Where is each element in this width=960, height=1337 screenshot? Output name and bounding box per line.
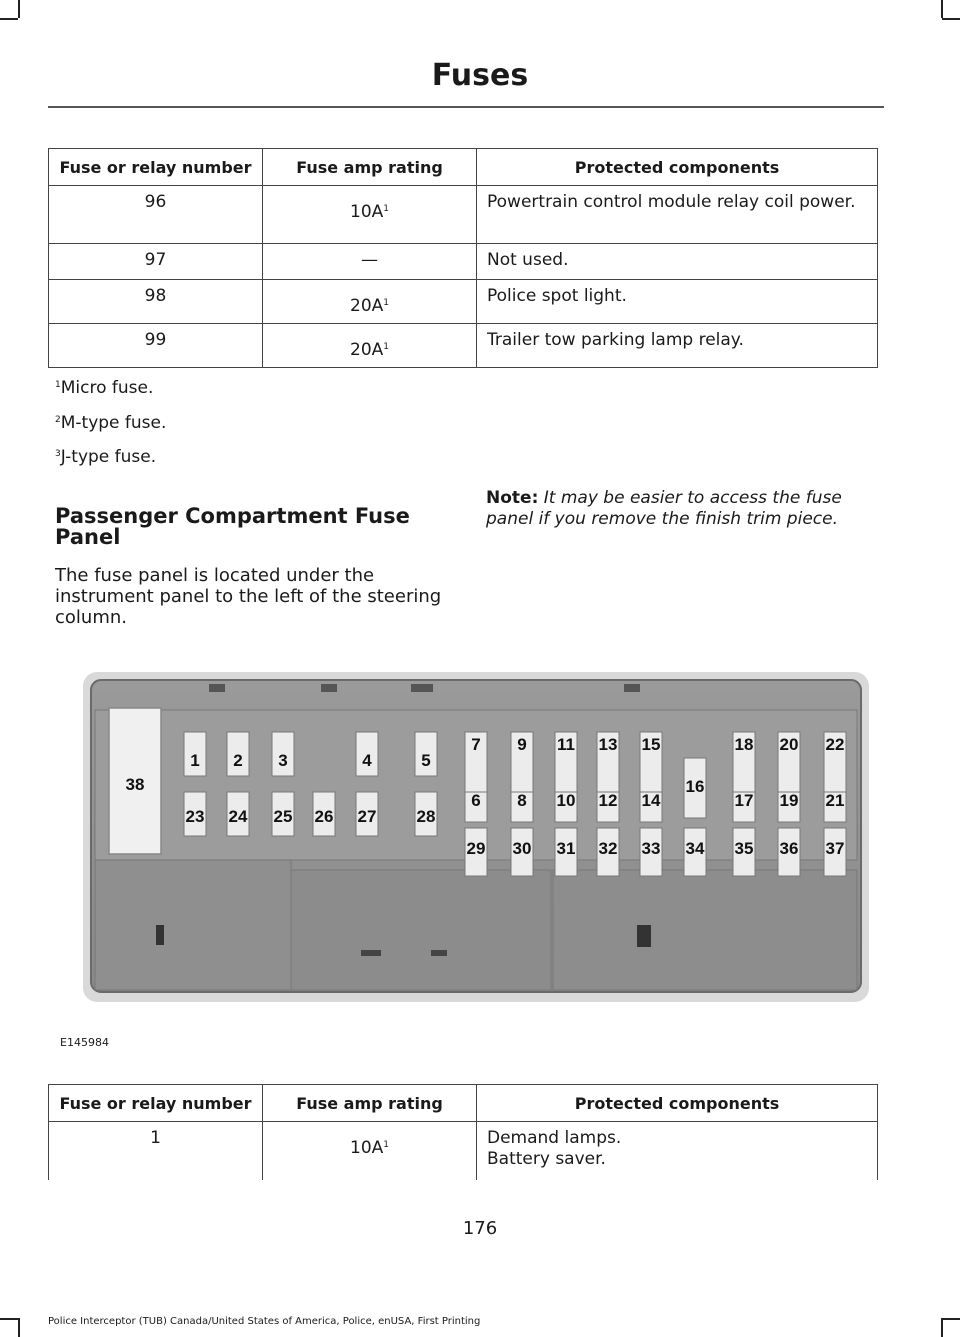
footnote [55, 378, 153, 398]
col-header-components: Protected components [477, 149, 878, 186]
footnote-marker: 1 [55, 380, 61, 390]
table-row [49, 324, 878, 368]
footnote-text: Micro fuse. [60, 378, 154, 398]
fuse-label: 28 [416, 807, 436, 826]
fuse-label: 21 [825, 791, 845, 810]
footnote-ref: 1 [383, 204, 389, 214]
fuse-label: 33 [641, 839, 661, 858]
fuse-number: 1 [150, 1128, 161, 1148]
fuse-components: Not used. [477, 244, 878, 280]
fuse-label: 26 [314, 807, 334, 826]
page-footer: Police Interceptor (TUB) Canada/United States of America, Police, enUSA, First Printing [48, 1316, 481, 1327]
fuse-label: 31 [556, 839, 576, 858]
fuse-label: 27 [357, 807, 377, 826]
fuse-label: 13 [598, 735, 618, 754]
crop-mark [941, 1318, 943, 1337]
fuse-label: 32 [598, 839, 618, 858]
fuse-label: 25 [273, 807, 293, 826]
fuse-label: 15 [641, 735, 661, 754]
table-row [49, 244, 878, 280]
col-header-number: Fuse or relay number [49, 149, 263, 186]
table-row [49, 186, 878, 244]
fuse-label: 4 [362, 751, 372, 770]
footnote-text: J-type fuse. [60, 447, 157, 467]
fuse-table-2 [48, 1084, 878, 1180]
note-text: It may be easier to access the fuse panel if you remove the finish trim piece. [486, 488, 842, 529]
fuse-label: 17 [734, 791, 754, 810]
footnote-ref: 1 [383, 342, 389, 352]
section-body: The fuse panel is located under the instrument panel to the left of the steering column. [55, 565, 442, 628]
fuse-table-1 [48, 148, 878, 368]
table-row [49, 280, 878, 324]
crop-mark [942, 18, 960, 20]
fuse-label: 38 [125, 775, 145, 794]
footnote [55, 447, 156, 467]
fuse-label: 18 [734, 735, 754, 754]
fuse-label: 1 [190, 751, 200, 770]
fuse-label: 37 [825, 839, 845, 858]
crop-mark [18, 0, 20, 18]
fuse-label: 34 [685, 839, 705, 858]
fuse-amp: 10A [350, 1138, 384, 1158]
fuse-label: 3 [278, 751, 288, 770]
fuse-number: 96 [144, 192, 167, 212]
fuse-label: 8 [517, 791, 527, 810]
fuse-label: 36 [779, 839, 799, 858]
note [486, 488, 876, 530]
fuse-label: 29 [466, 839, 486, 858]
footnote-ref: 1 [383, 1140, 389, 1150]
figure-id: E145984 [60, 1036, 109, 1049]
page-title: Fuses [431, 58, 529, 93]
col-header-amp: Fuse amp rating [263, 1085, 477, 1122]
col-header-number: Fuse or relay number [49, 1085, 263, 1122]
fuse-amp: — [361, 250, 378, 270]
header-divider [48, 106, 884, 108]
table-header-row [49, 1085, 878, 1122]
fuse-label: 35 [734, 839, 754, 858]
crop-mark [941, 0, 943, 18]
fuse-label: 16 [685, 777, 705, 796]
crop-mark [0, 1318, 18, 1320]
fuse-label: 19 [779, 791, 799, 810]
fuse-label: 22 [825, 735, 845, 754]
crop-mark [0, 18, 18, 20]
footnote-text: M-type fuse. [60, 413, 167, 433]
fuse-components: Powertrain control module relay coil power. [477, 186, 878, 244]
fuse-amp: 10A [350, 202, 384, 222]
fuse-label: 12 [598, 791, 618, 810]
fuse-label: 24 [228, 807, 248, 826]
fuse-label: 5 [421, 751, 431, 770]
fuse-label: 10 [556, 791, 576, 810]
page-number: 176 [462, 1218, 498, 1239]
table-row [49, 1122, 878, 1180]
fuse-label: 7 [471, 735, 481, 754]
note-label: Note: [486, 488, 539, 508]
crop-mark [942, 1318, 960, 1320]
footnote [55, 413, 166, 433]
fuse-label: 11 [557, 735, 575, 754]
fuse-amp: 20A [350, 340, 384, 360]
fuse-components: Police spot light. [477, 280, 878, 324]
fuse-components: Demand lamps. [487, 1128, 622, 1148]
col-header-amp: Fuse amp rating [263, 149, 477, 186]
fuse-components: Battery saver. [487, 1149, 606, 1169]
fuse-label: 23 [185, 807, 205, 826]
footnote-ref: 1 [383, 298, 389, 308]
fuse-label: 20 [779, 735, 799, 754]
fuse-components: Trailer tow parking lamp relay. [477, 324, 878, 368]
table-header-row [49, 149, 878, 186]
fuse-number: 97 [144, 250, 167, 270]
section-title: Passenger Compartment Fuse Panel [55, 504, 410, 549]
footnote-marker: 3 [55, 449, 61, 459]
fuse-label: 6 [471, 791, 481, 810]
fuse-label: 14 [641, 791, 661, 810]
fuse-label: 9 [517, 735, 527, 754]
fuse-number: 99 [144, 330, 167, 350]
crop-mark [18, 1318, 20, 1337]
footnote-marker: 2 [55, 415, 61, 425]
fuse-number: 98 [144, 286, 167, 306]
fuse-panel-diagram [81, 660, 871, 1005]
fuse-label: 2 [233, 751, 243, 770]
fuse-amp: 20A [350, 296, 384, 316]
col-header-components: Protected components [477, 1085, 878, 1122]
fuse-label: 30 [512, 839, 532, 858]
